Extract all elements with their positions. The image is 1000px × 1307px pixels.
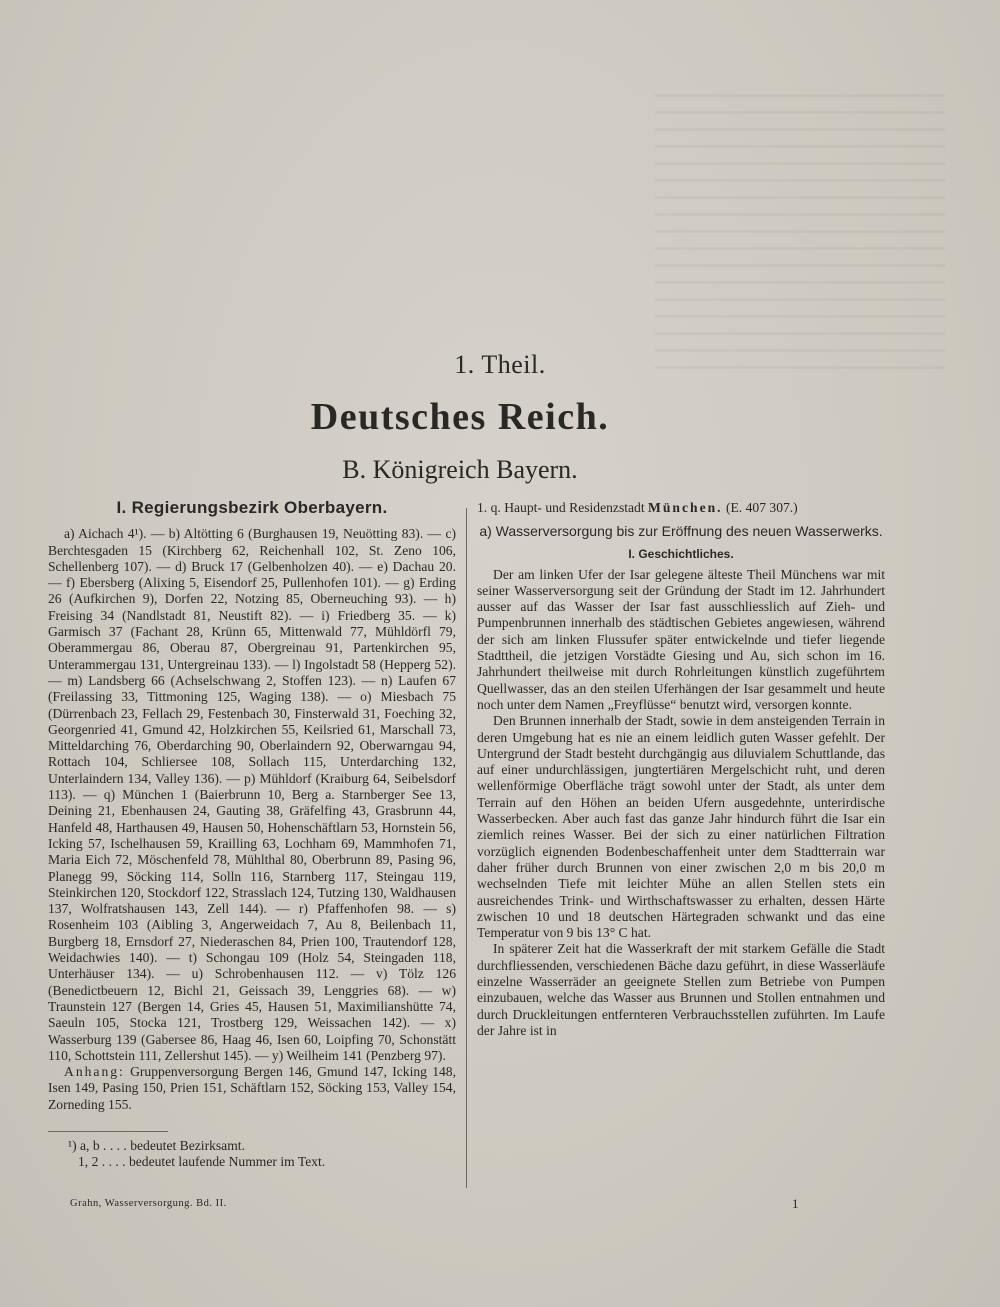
city-title-prefix: 1. q. Haupt- und Residenzstadt bbox=[477, 500, 649, 515]
appendix-paragraph bbox=[48, 1064, 456, 1113]
left-column bbox=[48, 500, 456, 1171]
state-heading: B. Königreich Bayern. bbox=[342, 455, 578, 484]
country-heading: Deutsches Reich. bbox=[310, 396, 610, 438]
appendix-text: Gruppenversorgung Bergen 146, Gmund 147, Icking 148, Isen 149, Pasing 150, Prien 151, Schäftlarn 152, Söcking 153, Valley 154, Zorneding 155. bbox=[48, 1064, 456, 1112]
footer-citation: Grahn, Wasserversorgung. Bd. II. bbox=[70, 1198, 227, 1209]
column-divider bbox=[466, 508, 467, 1188]
city-title bbox=[477, 500, 885, 516]
paragraph-2: Den Brunnen innerhalb der Stadt, sowie in dem ansteigenden Terrain in deren Umgebung hat es nie an einem leidlich guten Wasser gefehlt. Der Untergrund der Stadt besteht durchgängig aus diluvialem Schuttlande, das auf einer undurchlässigen, jungtertiären Mergelschicht ruht, und deren wellenförmige Oberfläche trägt sowohl unter der Stadt, als unter dem Terrain auf den Höhen an beiden Ufern ausgedehnte, unterirdische Wasserbecken. Aber auch fast das ganze Jahr hindurch führt die Isar ein ziemlich reines Wasser. Bei der sich zu einer natürlichen Filtration vorzüglich eignenden Bodenbeschaffenheit unter dem Stadtterrain war daher früher durch Brunnen von einer zwischen 2,0 m bis 20,0 m wechselnden Tiefe mit leichter Mühe an allen Stellen stets ein ausreichendes Trink- und Wirthschaftswasser zu erhalten, dessen Härte zwischen 10 und 18 deutschen Härtegraden schwankt und das eine Temperatur von 9 bis 13° C hat. bbox=[477, 713, 885, 941]
paragraph-3: In späterer Zeit hat die Wasserkraft der mit starkem Gefälle die Stadt durchfliessenden, verschiedenen Bäche dazu geführt, in diese Wasserläufe einzelne Wasserräder an geeignete Stellen zum Betriebe von Pumpen einzubauen, welche das Wasser aus Brunnen und Stollen entnahmen und durch Druckleitungen entfernteren Verbrauchsstellen zuführten. Im Laufe der Jahre ist in bbox=[477, 941, 885, 1038]
appendix-label: Anhang: bbox=[64, 1064, 125, 1080]
district-title: I. Regierungsbezirk Oberbayern. bbox=[116, 498, 388, 517]
footnotes bbox=[68, 1138, 448, 1171]
part-heading: 1. Theil. bbox=[454, 350, 546, 379]
subsection-heading: I. Geschichtliches. bbox=[628, 547, 734, 562]
district-index-text: a) Aichach 4¹). — b) Altötting 6 (Burghausen 19, Neuötting 83). — c) Berchtesgaden 15 (Kirchberg 62, Reichenhall 102, St. Zeno 106, Schellenberg 107). — d) Bruck 17 (Gelbenholzen 40). — e) Dachau 20. — f) Ebersberg (Alixing 5, Eisendorf 25, Pullenhofen 101). — g) Erding 26 (Aufkirchen 9), Dorfen 22, Notzing 85, Oberneuching 93). — h) Freising 34 (Nandlstadt 81, Neustift 82). — i) Friedberg 35. — k) Garmisch 37 (Fachant 28, Krünn 65, Mittenwald 77, Mühldörfl 79, Oberammergau 86, Oberau 87, Obergreinau 91, Partenkirchen 95, Unterammergau 131, Untergreinau 133). — l) Ingolstadt 58 (Hepperg 52). — m) Landsberg 66 (Achselschwang 2, Stoffen 123). — n) Laufen 67 (Freilassing 33, Tittmoning 125, Waging 138). — o) Miesbach 75 (Dürrenbach 23, Fellach 29, Festenbach 30, Finsterwald 31, Foeching 32, Georgenried 41, Gmund 42, Holzkirchen 55, Keilsried 61, Marschall 73, Mitteldarching 76, Oberdarching 90, Oberlaindern 92, Oberwarngau 94, Rottach 104, Schliersee 108, Sollach 115, Unterdarching 132, Unterlaindern 134, Valley 136). — p) Mühldorf (Kraiburg 64, Seibelsdorf 113). — q) München 1 (Baierbrunn 10, Berg a. Starnberger See 13, Deining 21, Ebenhausen 24, Gauting 38, Gräfelfing 43, Grasbrunn 44, Hanfeld 48, Harthausen 49, Hausen 50, Hohenschäftlarn 53, Hornstein 56, Icking 57, Ischelhausen 59, Krailling 63, Lochham 69, Mammhofen 71, Maria Eich 72, Möschenfeld 78, Mühlthal 80, Oberbrunn 89, Pasing 96, Planegg 99, Söcking 114, Solln 116, Starnberg 117, Steingau 119, Steinkirchen 120, Stockdorf 122, Strasslach 124, Tutzing 130, Waldhausen 137, Wolfratshausen 143, Zell 144). — r) Pfaffenhofen 98. — s) Rosenheim 103 (Aibling 3, Angerweidach 7, Au 8, Beilenbach 11, Burgberg 18, Ernsdorf 27, Niederaschen 84, Prien 100, Trautendorf 128, Weidachwies 140). — t) Schongau 109 (Holz 54, Steingaden 118, Unterhäuser 134). — u) Schrobenhausen 112. — v) Tölz 126 (Benedictbeuern 12, Bichl 21, Geissach 39, Lenggries 68). — w) Traunstein 127 (Bergen 14, Gries 45, Hausen 51, Maximilianshütte 74, Saeuln 105, Stocka 121, Trostberg 129, Weissachen 142). — x) Wasserburg 139 (Gabersee 86, Haag 46, Isen 60, Loipfing 70, Schonstätt 110, Schottstein 111, Zellershut 145). — y) Weilheim 141 (Penzberg 97). bbox=[48, 526, 456, 1063]
page-number: 1 bbox=[792, 1196, 799, 1211]
bleed-through-shadow bbox=[655, 80, 945, 380]
city-population: (E. 407 307.) bbox=[722, 500, 798, 515]
city-name: München. bbox=[648, 500, 723, 515]
footnote-2: 1, 2 . . . . bedeutet laufende Nummer im Text. bbox=[78, 1154, 326, 1170]
footnote-1: ¹) a, b . . . . bedeutet Bezirksamt. bbox=[68, 1137, 245, 1153]
footnote-rule bbox=[48, 1131, 168, 1138]
section-heading: a) Wasserversorgung bis zur Eröffnung des neuen Wasserwerks. bbox=[479, 523, 883, 540]
right-column bbox=[477, 500, 885, 1039]
paragraph-1: Der am linken Ufer der Isar gelegene älteste Theil Münchens war mit seiner Wasserversorgung seit der Gründung der Stadt im 12. Jahrhundert ausser auf das Wasser der Isar fast ausschliesslich auf Zieh- und Pumpenbrunnen innerhalb des städtischen Gebietes angewiesen, während der sich am linken Flussufer später entwickelnde und tiefer liegende Stadttheil, die jetzigen Vorstädte Giesing und Au, sich schon im 16. Jahrhundert theilweise mit durch Rohrleitungen künstlich zugeführtem Quellwasser, das an den steilen Uferhängen der Isar gesammelt und heute noch unter dem Namen „Freyflüsse“ benutzt wird, versorgen konnte. bbox=[477, 566, 885, 712]
